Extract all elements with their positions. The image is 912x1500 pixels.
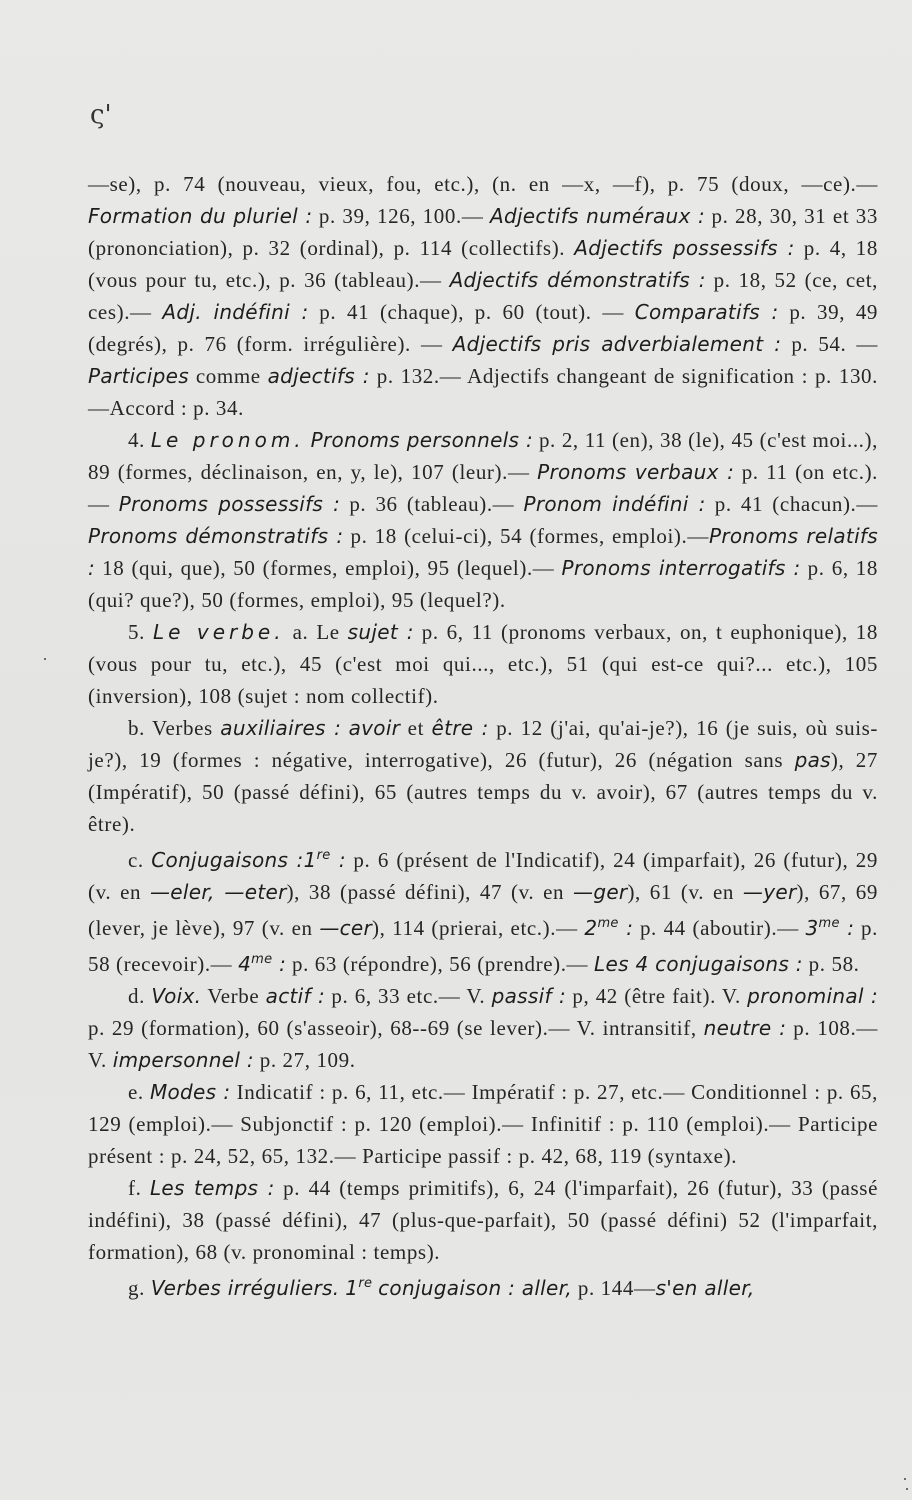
text-run: 18 (qui, que), 50 (formes, emploi), 95 (lequel).—: [95, 556, 562, 580]
text-run: p. 11 (on etc.). —: [88, 460, 879, 516]
italic-term: Conjugaisons :1: [151, 848, 317, 872]
text-run: ), 27 (Impératif), 50 (passé défini), 65 (autres temps du v. avoir), 67 (autres temps du v. être).: [88, 748, 878, 836]
italic-term: Pronoms personnels :: [310, 428, 534, 452]
italic-term: Adjectifs pris adverbialement :: [452, 332, 782, 356]
text-run: p. 12 (j'ai, qu'ai-je?), 16 (je suis, où suis-je?), 19 (formes : négative, interrogative), 26 (futur), 26 (négation sans: [88, 716, 878, 772]
italic-term: auxiliaires :: [220, 716, 342, 740]
italic-term: être :: [431, 716, 489, 740]
index-text-body: [88, 168, 878, 1304]
italic-term: adjectifs :: [267, 364, 370, 388]
italic-term: Participes: [88, 364, 189, 388]
text-run: p. 39, 49 (degrés), p. 76 (form. irrégulière). —: [88, 300, 879, 356]
ordinal-superscript: me: [251, 952, 273, 967]
section-heading: Le verbe.: [152, 620, 285, 644]
text-run: p. 28, 30, 31 et 33 (prononciation), p. 32 (ordinal), p. 114 (collectifs).: [88, 204, 878, 260]
scan-speck: [906, 1488, 908, 1490]
italic-term: Pronoms verbaux :: [537, 460, 735, 484]
text-run: ), 61 (v. en: [627, 880, 743, 904]
index-paragraph: [88, 616, 878, 712]
italic-term: Pronoms relatifs :: [88, 524, 878, 580]
scan-speck: [904, 1478, 906, 1480]
text-run: p. 108.— V.: [88, 1016, 878, 1072]
text-run: d.: [128, 984, 152, 1008]
italic-term: :: [272, 952, 287, 976]
page-corner-mark: ς': [90, 100, 112, 130]
text-run: 4.: [128, 428, 151, 452]
text-run: p. 58.: [802, 952, 860, 976]
text-run: p. 54. —: [781, 332, 879, 356]
italic-term: avoir: [348, 716, 401, 740]
text-run: p. 58 (recevoir).—: [88, 916, 878, 976]
ordinal-superscript: me: [597, 916, 619, 931]
italic-term: Modes :: [149, 1080, 231, 1104]
text-run: p. 27, 109.: [253, 1048, 356, 1072]
italic-term: Adjectifs démonstratifs :: [449, 268, 706, 292]
text-run: g.: [128, 1276, 151, 1300]
italic-term: neutre :: [703, 1016, 787, 1040]
italic-term: —eler, —eter: [150, 880, 287, 904]
text-run: p. 6, 11 (pronoms verbaux, on, t euphonique), 18 (vous pour tu, etc.), 45 (c'est moi qui..., etc.), 51 (qui est-ce qui?... etc.), 105 (inversion), 108 (sujet : nom collectif).: [88, 620, 878, 708]
italic-term: :: [330, 848, 346, 872]
text-run: p. 63 (répondre), 56 (prendre).—: [286, 952, 595, 976]
italic-term: Formation du pluriel :: [88, 204, 313, 228]
italic-term: :: [839, 916, 855, 940]
italic-term: passif :: [491, 984, 567, 1008]
italic-term: :: [618, 916, 634, 940]
italic-term: sujet :: [347, 620, 414, 644]
text-run: 5.: [128, 620, 153, 644]
italic-term: impersonnel :: [112, 1048, 254, 1072]
text-run: p. 6, 33 etc.— V.: [325, 984, 492, 1008]
italic-term: 2: [584, 916, 598, 940]
text-run: [341, 716, 348, 740]
text-run: p. 18, 52 (ce, cet, ces).—: [88, 268, 878, 324]
italic-term: Les temps :: [149, 1176, 275, 1200]
index-paragraph: [88, 168, 878, 424]
text-run: et: [400, 716, 432, 740]
italic-term: 4: [238, 952, 252, 976]
text-run: e.: [128, 1080, 150, 1104]
text-run: —se), p. 74 (nouveau, vieux, fou, etc.), (n. en —x, —f), p. 75 (doux, —ce).—: [88, 172, 878, 196]
text-run: p. 44 (temps primitifs), 6, 24 (l'imparfait), 26 (futur), 33 (passé indéfini), 38 (passé défini), 47 (plus-que-parfait), 50 (passé défini) 52 (l'imparfait, formation), 68 (v. pronominal : temps).: [88, 1176, 878, 1264]
italic-term: Adjectifs numéraux :: [489, 204, 706, 228]
scan-speck: [44, 658, 46, 660]
italic-term: Verbes irréguliers.: [150, 1276, 340, 1300]
index-paragraph: [88, 1076, 878, 1172]
text-run: f.: [128, 1176, 150, 1200]
ordinal-superscript: re: [316, 848, 331, 863]
italic-term: —cer: [319, 916, 373, 940]
italic-term: Pronoms interrogatifs :: [561, 556, 801, 580]
text-run: p. 41 (chacun).—: [705, 492, 879, 516]
index-paragraph: [88, 980, 878, 1076]
text-run: ), 114 (prierai, etc.).—: [372, 916, 585, 940]
italic-term: 1: [345, 1276, 359, 1300]
text-run: p. 132.— Adjectifs changeant de signification : p. 130. —Accord : p. 34.: [88, 364, 878, 420]
ordinal-superscript: re: [358, 1276, 373, 1291]
section-heading: Le pronom.: [150, 428, 305, 452]
italic-term: Pronoms possessifs :: [118, 492, 341, 516]
text-run: p. 144—: [572, 1276, 656, 1300]
italic-term: Les 4 conjugaisons :: [594, 952, 803, 976]
italic-term: Adjectifs possessifs :: [574, 236, 795, 260]
italic-term: s'en aller,: [655, 1276, 755, 1300]
text-run: p. 39, 126, 100.—: [312, 204, 490, 228]
text-run: p. 44 (aboutir).—: [633, 916, 806, 940]
italic-term: Adj. indéfini :: [162, 300, 309, 324]
text-run: p. 18 (celui-ci), 54 (formes, emploi).—: [343, 524, 709, 548]
text-run: Indicatif : p. 6, 11, etc.— Impératif : p. 27, etc.— Conditionnel : p. 65, 129 (emploi).— Subjonctif : p. 120 (emploi).— Infinitif : p. 110 (emploi).— Participe présent : p. 24, 52, 65, 132.— Participe passif : p. 42, 68, 119 (syntaxe).: [88, 1080, 879, 1168]
text-run: p. 29 (formation), 60 (s'asseoir), 68--69 (se lever).— V. intransitif,: [88, 1016, 704, 1040]
text-run: ), 67, 69 (lever, je lève), 97 (v. en: [88, 880, 878, 940]
italic-term: pronominal :: [747, 984, 878, 1008]
text-run: p, 42 (être fait). V.: [566, 984, 748, 1008]
italic-term: 3: [805, 916, 819, 940]
text-run: p. 6, 18 (qui? que?), 50 (formes, emploi), 95 (lequel?).: [88, 556, 878, 612]
text-run: comme: [188, 364, 268, 388]
italic-term: conjugaison : aller,: [378, 1276, 572, 1300]
italic-term: Comparatifs :: [634, 300, 779, 324]
text-run: ), 38 (passé défini), 47 (v. en: [286, 880, 574, 904]
index-paragraph: [88, 1268, 878, 1304]
text-run: p. 36 (tableau).—: [340, 492, 524, 516]
index-paragraph: [88, 424, 878, 616]
text-run: p. 6 (présent de l'Indicatif), 24 (imparfait), 26 (futur), 29 (v. en: [88, 848, 878, 904]
text-run: p. 4, 18 (vous pour tu, etc.), p. 36 (tableau).—: [88, 236, 878, 292]
index-paragraph: [88, 840, 878, 980]
text-run: p. 2, 11 (en), 38 (le), 45 (c'est moi...), 89 (formes, déclinaison, en, y, le), 107 (leur).—: [88, 428, 878, 484]
ordinal-superscript: me: [818, 916, 840, 931]
italic-term: —ger: [573, 880, 628, 904]
text-run: Verbe: [201, 984, 266, 1008]
italic-term: Pronom indéfini :: [523, 492, 706, 516]
text-run: p. 41 (chaque), p. 60 (tout). —: [308, 300, 635, 324]
italic-term: actif :: [265, 984, 326, 1008]
italic-term: Pronoms démonstratifs :: [88, 524, 344, 548]
text-run: a. Le: [284, 620, 348, 644]
index-paragraph: [88, 712, 878, 840]
index-paragraph: [88, 1172, 878, 1268]
text-run: b. Verbes: [128, 716, 221, 740]
italic-term: pas: [794, 748, 831, 772]
italic-term: Voix.: [151, 984, 202, 1008]
italic-term: —yer: [742, 880, 797, 904]
text-run: c.: [128, 848, 152, 872]
